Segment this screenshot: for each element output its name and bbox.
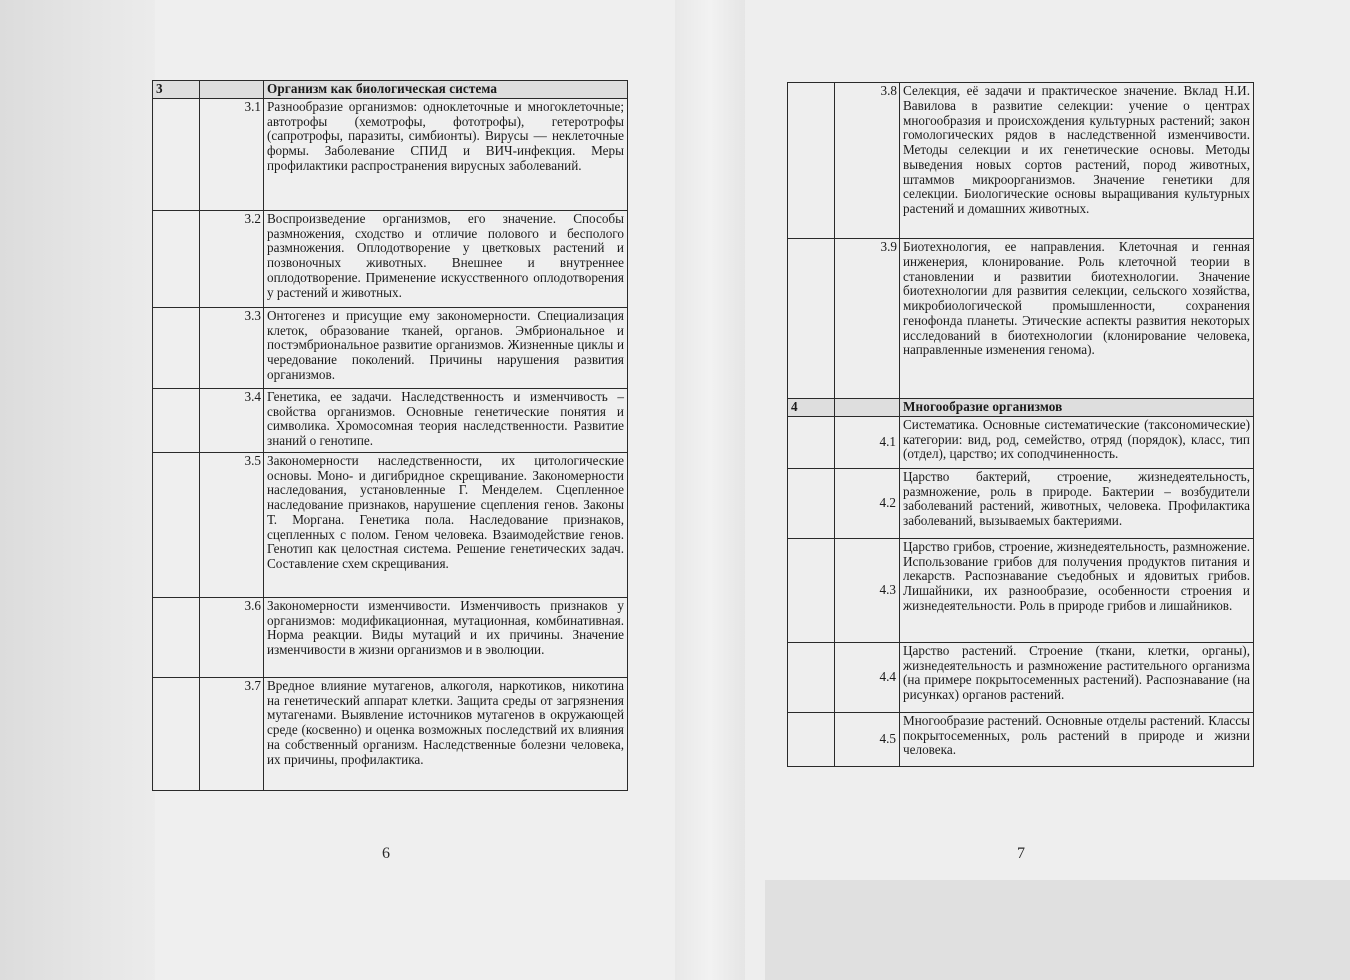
topic-number: 3.2 (200, 210, 264, 307)
table-row (788, 416, 1254, 468)
topic-text: Селекция, её задачи и практическое значение. Вклад Н.И. Вавилова в развитие селекции: учение о центрах многообразия и происхождения культурных растений; закон гомологических рядов в наследственной изменчивости. Методы селекции и их генетические основы. Методы выведения новых сортов растений, пород животных, штаммов микроорганизмов. Значение генетики для селекции. Биологические основы выращивания культурных растений и домашних животных. (900, 83, 1254, 239)
topic-number: 4.3 (835, 538, 900, 642)
table-row (153, 388, 628, 452)
right-syllabus-table (787, 82, 1254, 767)
topic-number: 3.6 (200, 597, 264, 677)
table-row (788, 239, 1254, 399)
topic-text: Царство бактерий, строение, жизнедеятельность, размножение, роль в природе. Бактерии – возбудители заболеваний растений, животных, человека. Профилактика заболеваний, вызываемых бактериями. (900, 468, 1254, 538)
topic-text: Закономерности наследственности, их цитологические основы. Моно- и дигибридное скрещивание. Закономерности наследования, установленные Г. Менделем. Сцепленное наследование признаков, нарушение сцепления генов. Законы Т. Моргана. Генетика пола. Наследование признаков, сцепленных с полом. Геном человека. Взаимодействие генов. Генотип как целостная система. Решение генетических задач. Составление схем скрещивания. (264, 452, 628, 597)
topic-text: Воспроизведение организмов, его значение. Способы размножения, сходство и отличие полового и бесполого размножения. Оплодотворение у цветковых растений и позвоночных животных. Внешнее и внутреннее оплодотворение. Применение искусственного оплодотворения у растений и животных. (264, 210, 628, 307)
topic-text: Систематика. Основные систематические (таксономические) категории: вид, род, семейство, отряд (порядок), класс, тип (отдел), царство; их соподчиненность. (900, 416, 1254, 468)
table-row (153, 597, 628, 677)
left-syllabus-table (152, 80, 628, 791)
topic-number: 3.3 (200, 307, 264, 388)
topic-number: 4.2 (835, 468, 900, 538)
topic-text: Разнообразие организмов: одноклеточные и многоклеточные; автотрофы (хемотрофы, фототрофы), гетеротрофы (сапротрофы, паразиты, симбионты). Вирусы — неклеточные формы. Заболевание СПИД и ВИЧ-инфекция. Меры профилактики распространения вирусных заболеваний. (264, 98, 628, 210)
section-subnumber (200, 81, 264, 99)
table-row (153, 98, 628, 210)
topic-number: 3.9 (835, 239, 900, 399)
section-row-3 (153, 81, 628, 99)
scan-margin (0, 0, 160, 980)
section-number: 3 (153, 81, 200, 99)
page-number-left: 6 (382, 845, 390, 862)
topic-number: 3.8 (835, 83, 900, 239)
book-gutter (675, 0, 745, 980)
topic-number: 3.5 (200, 452, 264, 597)
topic-text: Генетика, ее задачи. Наследственность и изменчивость – свойства организмов. Основные генетические понятия и символика. Хромосомная теория наследственности. Развитие знаний о генотипе. (264, 388, 628, 452)
table-row (153, 677, 628, 790)
table-row (788, 468, 1254, 538)
section-title: Многообразие организмов (900, 399, 1254, 417)
topic-text: Онтогенез и присущие ему закономерности. Специализация клеток, образование тканей, органов. Эмбриональное и постэмбриональное развитие организмов. Жизненные циклы и чередование поколений. Причины нарушения развития организмов. (264, 307, 628, 388)
topic-number: 3.1 (200, 98, 264, 210)
section-row-4 (788, 399, 1254, 417)
section-subnumber (835, 399, 900, 417)
topic-number: 3.4 (200, 388, 264, 452)
topic-number: 4.4 (835, 642, 900, 712)
table-row (153, 210, 628, 307)
table-row (788, 538, 1254, 642)
topic-number: 3.7 (200, 677, 264, 790)
table-row (788, 712, 1254, 766)
scan-shadow (765, 880, 1350, 980)
topic-text: Закономерности изменчивости. Изменчивость признаков у организмов: модификационная, мутационная, комбинативная. Норма реакции. Виды мутаций и их причины. Значение изменчивости в жизни организмов и в эволюции. (264, 597, 628, 677)
table-row (788, 83, 1254, 239)
table-row (788, 642, 1254, 712)
topic-text: Биотехнология, ее направления. Клеточная и генная инженерия, клонирование. Роль клеточной теории в становлении и развитии биотехнологии. Значение биотехнологии для развития селекции, сельского хозяйства, микробиологической промышленности, сохранения генофонда планеты. Этические аспекты развития некоторых исследований в биотехнологии (клонирование человека, направленные изменения генома). (900, 239, 1254, 399)
topic-text: Царство грибов, строение, жизнедеятельность, размножение. Использование грибов для получения продуктов питания и лекарств. Распознавание съедобных и ядовитых грибов. Лишайники, их разнообразие, особенности строения и жизнедеятельности. Роль в природе грибов и лишайников. (900, 538, 1254, 642)
topic-text: Вредное влияние мутагенов, алкоголя, наркотиков, никотина на генетический аппарат клетки. Защита среды от загрязнения мутагенами. Выявление источников мутагенов в окружающей среде (косвенно) и оценка возможных последствий их влияния на собственный организм. Наследственные болезни человека, их причины, профилактика. (264, 677, 628, 790)
table-row (153, 307, 628, 388)
topic-number: 4.5 (835, 712, 900, 766)
page-number-right: 7 (1017, 845, 1025, 862)
table-row (153, 452, 628, 597)
section-number: 4 (788, 399, 835, 417)
section-title: Организм как биологическая система (264, 81, 628, 99)
topic-number: 4.1 (835, 416, 900, 468)
topic-text: Многообразие растений. Основные отделы растений. Классы покрытосеменных, роль растений в природе и жизни человека. (900, 712, 1254, 766)
topic-text: Царство растений. Строение (ткани, клетки, органы), жизнедеятельность и размножение растительного организма (на примере покрытосеменных растений). Распознавание (на рисунках) органов растений. (900, 642, 1254, 712)
